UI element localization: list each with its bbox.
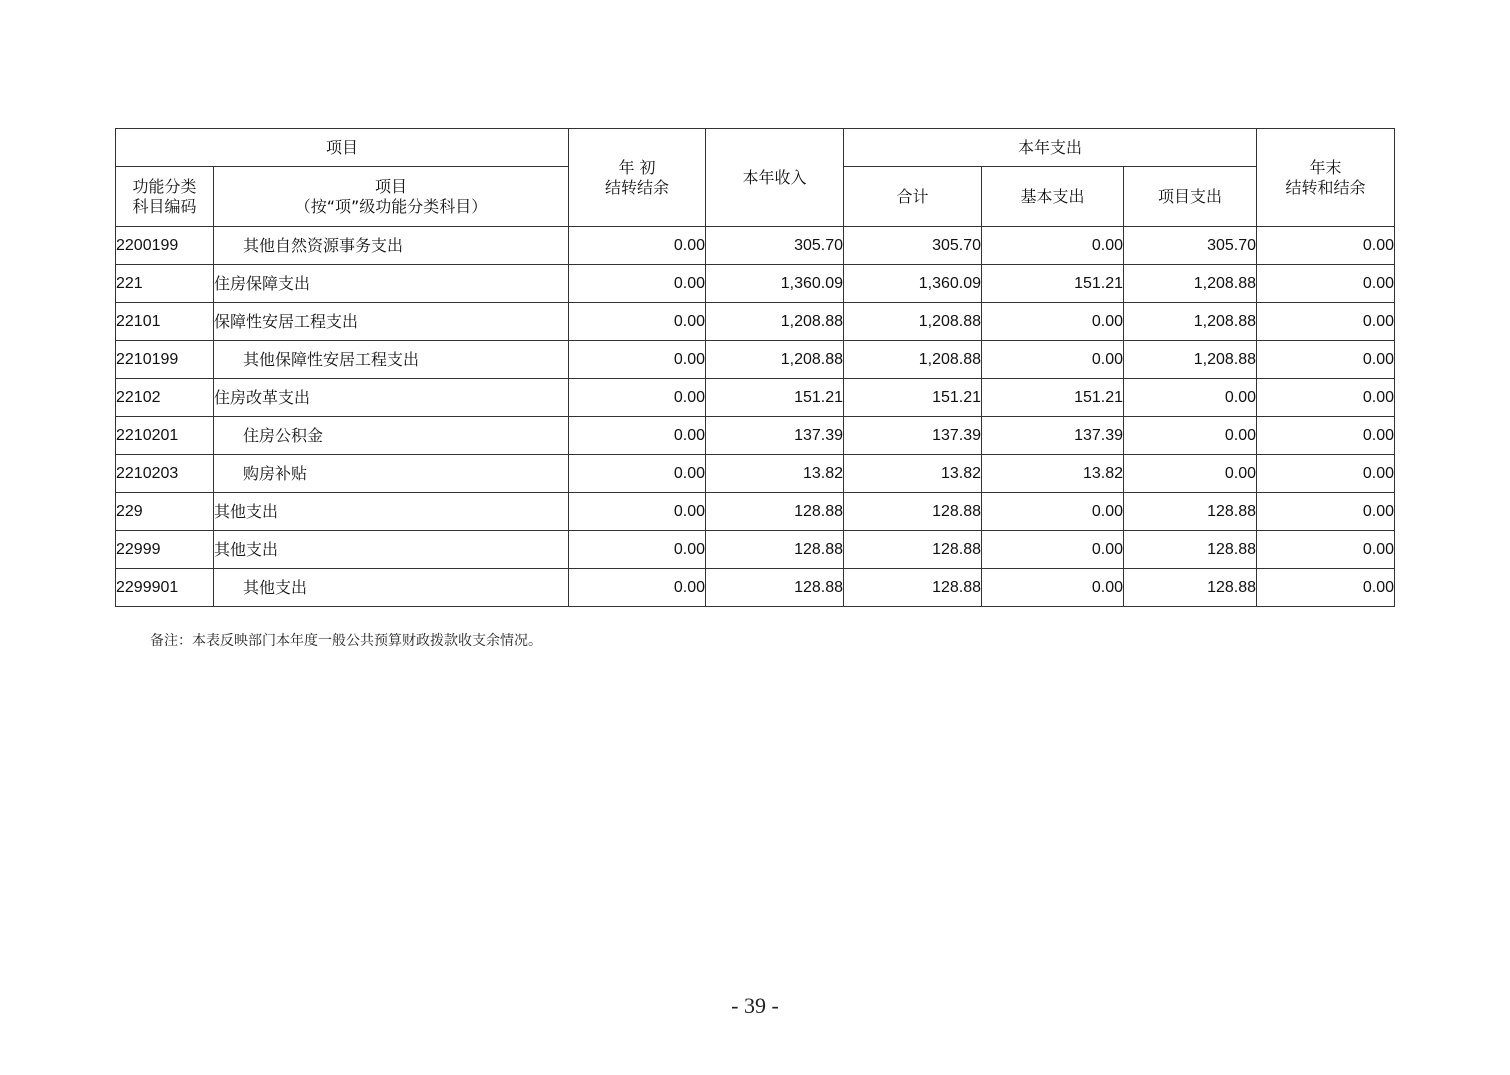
cell-code: 2210199: [116, 341, 214, 379]
budget-table-container: [115, 128, 1394, 607]
table-row: [116, 379, 1395, 417]
cell-income: 137.39: [706, 417, 844, 455]
cell-project: 0.00: [1124, 455, 1257, 493]
cell-code: 22999: [116, 531, 214, 569]
cell-end-balance: 0.00: [1257, 379, 1395, 417]
cell-end-balance: 0.00: [1257, 417, 1395, 455]
cell-begin-balance: 0.00: [569, 265, 706, 303]
cell-income: 1,208.88: [706, 303, 844, 341]
table-body: [116, 227, 1395, 607]
cell-name: 其他支出: [214, 493, 569, 531]
header-income: 本年收入: [706, 129, 844, 227]
cell-name: 购房补贴: [214, 455, 569, 493]
cell-code: 2210203: [116, 455, 214, 493]
table-row: [116, 531, 1395, 569]
cell-code: 2299901: [116, 569, 214, 607]
cell-end-balance: 0.00: [1257, 531, 1395, 569]
footnote: 备注：本表反映部门本年度一般公共预算财政拨款收支余情况。: [150, 633, 542, 649]
cell-total: 128.88: [844, 493, 982, 531]
cell-name: 保障性安居工程支出: [214, 303, 569, 341]
table-row: [116, 303, 1395, 341]
cell-project: 128.88: [1124, 493, 1257, 531]
header-row-1: [116, 129, 1395, 167]
cell-basic: 151.21: [982, 265, 1124, 303]
cell-begin-balance: 0.00: [569, 379, 706, 417]
cell-begin-balance: 0.00: [569, 227, 706, 265]
cell-total: 13.82: [844, 455, 982, 493]
cell-name: 住房保障支出: [214, 265, 569, 303]
cell-end-balance: 0.00: [1257, 341, 1395, 379]
cell-income: 1,360.09: [706, 265, 844, 303]
header-end-balance: 年末 结转和结余: [1257, 129, 1395, 227]
header-item-name: 项目 （按“项”级功能分类科目）: [214, 167, 569, 227]
cell-project: 305.70: [1124, 227, 1257, 265]
cell-basic: 0.00: [982, 569, 1124, 607]
cell-end-balance: 0.00: [1257, 569, 1395, 607]
cell-end-balance: 0.00: [1257, 303, 1395, 341]
cell-basic: 151.21: [982, 379, 1124, 417]
cell-code: 22102: [116, 379, 214, 417]
cell-code: 229: [116, 493, 214, 531]
cell-basic: 0.00: [982, 341, 1124, 379]
table-row: [116, 265, 1395, 303]
cell-basic: 0.00: [982, 303, 1124, 341]
cell-name: 其他支出: [214, 531, 569, 569]
cell-total: 128.88: [844, 569, 982, 607]
page-number: - 39 -: [731, 993, 779, 1018]
cell-total: 1,208.88: [844, 303, 982, 341]
header-item-group: 项目: [116, 129, 569, 167]
table-row: [116, 341, 1395, 379]
cell-total: 305.70: [844, 227, 982, 265]
cell-total: 1,360.09: [844, 265, 982, 303]
header-expense-group: 本年支出: [844, 129, 1257, 167]
cell-income: 128.88: [706, 493, 844, 531]
cell-begin-balance: 0.00: [569, 455, 706, 493]
cell-name: 住房改革支出: [214, 379, 569, 417]
cell-project: 1,208.88: [1124, 303, 1257, 341]
cell-end-balance: 0.00: [1257, 455, 1395, 493]
cell-end-balance: 0.00: [1257, 265, 1395, 303]
cell-name: 住房公积金: [214, 417, 569, 455]
cell-project: 0.00: [1124, 417, 1257, 455]
cell-code: 22101: [116, 303, 214, 341]
cell-basic: 0.00: [982, 493, 1124, 531]
cell-project: 1,208.88: [1124, 341, 1257, 379]
table-row: [116, 227, 1395, 265]
cell-income: 151.21: [706, 379, 844, 417]
cell-code: 221: [116, 265, 214, 303]
cell-begin-balance: 0.00: [569, 341, 706, 379]
header-project: 项目支出: [1124, 167, 1257, 227]
cell-begin-balance: 0.00: [569, 569, 706, 607]
cell-begin-balance: 0.00: [569, 303, 706, 341]
cell-project: 128.88: [1124, 569, 1257, 607]
cell-name: 其他保障性安居工程支出: [214, 341, 569, 379]
cell-project: 1,208.88: [1124, 265, 1257, 303]
cell-basic: 137.39: [982, 417, 1124, 455]
cell-basic: 0.00: [982, 227, 1124, 265]
budget-table: [115, 128, 1395, 607]
cell-begin-balance: 0.00: [569, 493, 706, 531]
cell-project: 128.88: [1124, 531, 1257, 569]
cell-income: 13.82: [706, 455, 844, 493]
header-total: 合计: [844, 167, 982, 227]
header-func-code: 功能分类 科目编码: [116, 167, 214, 227]
cell-total: 128.88: [844, 531, 982, 569]
cell-begin-balance: 0.00: [569, 417, 706, 455]
cell-name: 其他支出: [214, 569, 569, 607]
cell-total: 1,208.88: [844, 341, 982, 379]
header-begin-balance: 年 初 结转结余: [569, 129, 706, 227]
cell-income: 1,208.88: [706, 341, 844, 379]
cell-begin-balance: 0.00: [569, 531, 706, 569]
table-row: [116, 569, 1395, 607]
header-basic: 基本支出: [982, 167, 1124, 227]
cell-code: 2210201: [116, 417, 214, 455]
table-row: [116, 455, 1395, 493]
cell-project: 0.00: [1124, 379, 1257, 417]
cell-income: 128.88: [706, 569, 844, 607]
cell-code: 2200199: [116, 227, 214, 265]
cell-basic: 0.00: [982, 531, 1124, 569]
cell-income: 305.70: [706, 227, 844, 265]
cell-total: 151.21: [844, 379, 982, 417]
cell-end-balance: 0.00: [1257, 227, 1395, 265]
cell-end-balance: 0.00: [1257, 493, 1395, 531]
table-row: [116, 417, 1395, 455]
table-row: [116, 493, 1395, 531]
cell-total: 137.39: [844, 417, 982, 455]
cell-income: 128.88: [706, 531, 844, 569]
cell-basic: 13.82: [982, 455, 1124, 493]
cell-name: 其他自然资源事务支出: [214, 227, 569, 265]
